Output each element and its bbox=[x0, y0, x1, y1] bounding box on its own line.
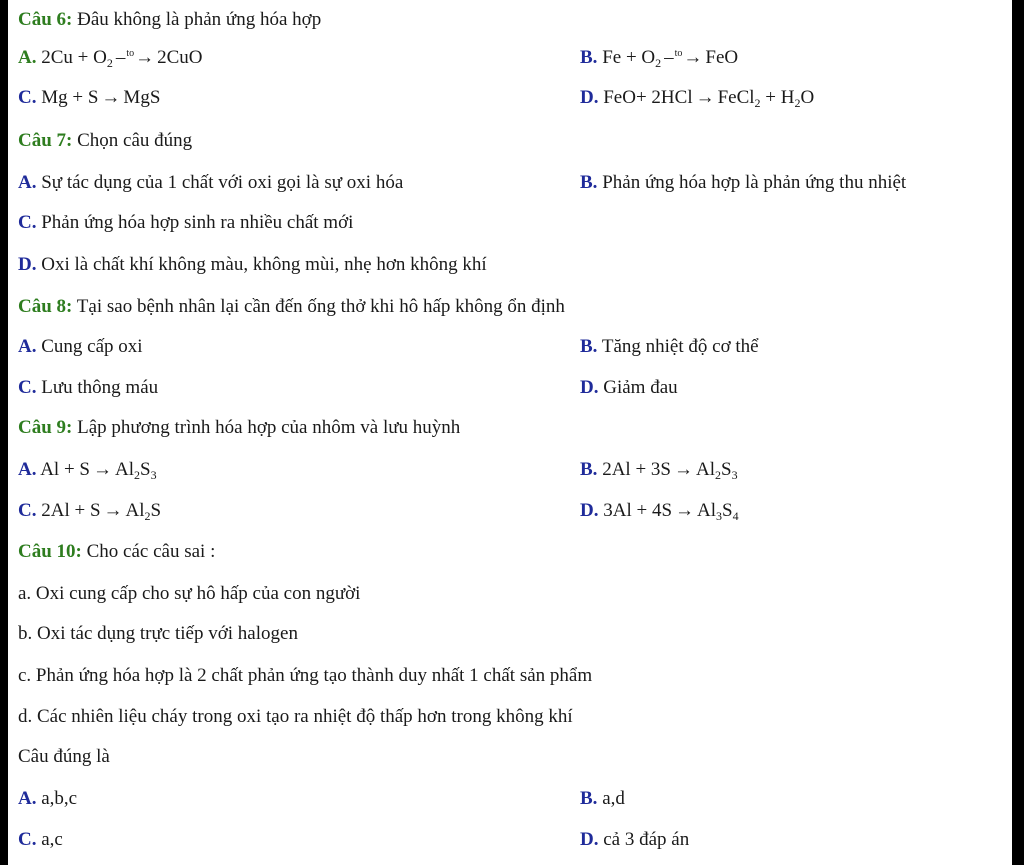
arrow: → bbox=[695, 87, 715, 108]
option-letter: A. bbox=[18, 172, 37, 193]
formula-part: 2Cu + O bbox=[41, 47, 107, 68]
formula-part: FeCl bbox=[717, 87, 755, 108]
option-letter: D. bbox=[18, 254, 37, 275]
subscript: 2 bbox=[133, 468, 140, 482]
subscript: 3 bbox=[716, 509, 723, 523]
q8-option-a[interactable] bbox=[18, 327, 143, 367]
question-7-label: Câu 7: bbox=[18, 130, 73, 151]
arrow: → bbox=[135, 47, 155, 68]
formula-part: MgS bbox=[123, 87, 161, 108]
option-text: Cung cấp oxi bbox=[41, 336, 143, 357]
option-text: Sự tác dụng của 1 chất với oxi gọi là sự oxi hóa bbox=[41, 172, 404, 193]
q7-option-b[interactable] bbox=[580, 163, 906, 203]
formula-part: Al bbox=[697, 500, 717, 521]
formula-part: Mg + S bbox=[41, 87, 99, 108]
formula-part: Al bbox=[695, 459, 715, 480]
formula-part: 2CuO bbox=[157, 47, 203, 68]
option-letter: D. bbox=[580, 87, 599, 108]
question-6-label: Câu 6: bbox=[18, 9, 73, 30]
option-letter: A. bbox=[18, 788, 37, 809]
arrow: → bbox=[92, 459, 112, 480]
question-6-options-cd bbox=[18, 78, 1003, 118]
arrow: → bbox=[683, 47, 703, 68]
question-10-text: Cho các câu sai : bbox=[86, 541, 216, 562]
q6-option-b[interactable]: B. $Fe + O_2$ –$^{to}$→ FeO bbox=[580, 47, 739, 70]
q10-option-c[interactable] bbox=[18, 820, 63, 860]
statement-d: d. Các nhiên liệu cháy trong oxi tạo ra nhiệt độ thấp hơn trong không khí bbox=[18, 706, 573, 727]
option-letter: C. bbox=[18, 500, 37, 521]
formula-part: S bbox=[139, 459, 151, 480]
formula-part: FeO bbox=[705, 47, 739, 68]
option-letter: B. bbox=[580, 336, 598, 357]
formula-part: 2Al + 3S bbox=[602, 459, 671, 480]
option-letter: C. bbox=[18, 377, 37, 398]
option-letter: B. bbox=[580, 47, 598, 68]
formula-part: Al + S bbox=[40, 459, 90, 480]
q7-option-a[interactable] bbox=[18, 163, 403, 203]
arrow: → bbox=[103, 500, 123, 521]
q9-option-a[interactable] bbox=[18, 450, 157, 490]
q8-option-b[interactable] bbox=[580, 327, 759, 367]
option-text: Giảm đau bbox=[603, 377, 678, 398]
question-8-heading bbox=[18, 287, 1003, 327]
option-text: Lưu thông máu bbox=[41, 377, 159, 398]
statement-c: c. Phản ứng hóa hợp là 2 chất phản ứng tạo thành duy nhất 1 chất sản phẩm bbox=[18, 665, 593, 686]
q10-option-b[interactable] bbox=[580, 779, 625, 819]
question-7-heading bbox=[18, 121, 1003, 161]
subscript: 2 bbox=[655, 56, 662, 70]
subscript: 2 bbox=[106, 56, 113, 70]
question-7-option-c-row bbox=[18, 203, 1003, 243]
q7-option-d[interactable] bbox=[18, 245, 487, 285]
option-letter: A. bbox=[18, 459, 37, 480]
statement-a: a. Oxi cung cấp cho sự hô hấp của con người bbox=[18, 583, 361, 604]
question-6-heading bbox=[18, 0, 1003, 40]
option-letter: B. bbox=[580, 172, 598, 193]
question-9-heading bbox=[18, 408, 1003, 448]
question-8-options-ab bbox=[18, 327, 1003, 367]
option-text: Phản ứng hóa hợp là phản ứng thu nhiệt bbox=[602, 172, 907, 193]
formula-part: + H bbox=[760, 87, 795, 108]
option-text: Tăng nhiệt độ cơ thể bbox=[601, 336, 759, 357]
question-8-options-cd bbox=[18, 368, 1003, 408]
option-letter: A. bbox=[18, 336, 37, 357]
option-text: cả 3 đáp án bbox=[603, 829, 690, 850]
question-6-options-ab bbox=[18, 38, 1003, 78]
quiz-page bbox=[8, 0, 1012, 865]
arrow: → bbox=[673, 459, 693, 480]
question-7-options-ab bbox=[18, 163, 1003, 203]
option-text: a,c bbox=[41, 829, 63, 850]
question-9-text: Lập phương trình hóa hợp của nhôm và lưu huỳnh bbox=[77, 417, 461, 438]
question-9-options-ab bbox=[18, 450, 1003, 490]
option-letter: C. bbox=[18, 87, 37, 108]
condition: to bbox=[126, 48, 135, 59]
q6-option-c[interactable] bbox=[18, 78, 160, 118]
question-10-options-ab bbox=[18, 779, 1003, 819]
formula-part: O bbox=[800, 87, 815, 108]
q8-option-c[interactable] bbox=[18, 368, 158, 408]
question-6-text: Đâu không là phản ứng hóa hợp bbox=[77, 9, 322, 30]
subscript: 2 bbox=[144, 509, 151, 523]
option-text: a,d bbox=[602, 788, 625, 809]
q6-option-a[interactable]: A. $2Cu + O_2$ –$^{to}$→ 2CuO bbox=[18, 47, 203, 70]
subscript: 2 bbox=[714, 468, 721, 482]
subscript: 3 bbox=[150, 468, 157, 482]
formula-part: FeO+ 2HCl bbox=[603, 87, 693, 108]
formula-part: 3Al + 4S bbox=[603, 500, 673, 521]
arrow: → bbox=[101, 87, 121, 108]
option-letter: D. bbox=[580, 500, 599, 521]
option-letter: C. bbox=[18, 212, 37, 233]
formula-part: 2Al + S bbox=[41, 500, 101, 521]
formula-part: Fe + O bbox=[602, 47, 656, 68]
question-10-options-cd bbox=[18, 820, 1003, 860]
q10-option-d[interactable] bbox=[580, 820, 689, 860]
option-letter: B. bbox=[580, 788, 598, 809]
condition: to bbox=[674, 48, 683, 59]
q8-option-d[interactable] bbox=[580, 368, 678, 408]
question-9-label: Câu 9: bbox=[18, 417, 73, 438]
statement-b: b. Oxi tác dụng trực tiếp với halogen bbox=[18, 623, 298, 644]
q6-option-d[interactable] bbox=[580, 78, 814, 118]
formula-part: Al bbox=[114, 459, 134, 480]
option-text: Oxi là chất khí không màu, không mùi, nhẹ hơn không khí bbox=[41, 254, 487, 275]
option-text: a,b,c bbox=[41, 788, 78, 809]
question-10-heading bbox=[18, 532, 1003, 572]
q9-option-d[interactable] bbox=[580, 491, 739, 531]
option-letter: D. bbox=[580, 377, 599, 398]
formula-part: S bbox=[150, 500, 162, 521]
q9-option-c[interactable] bbox=[18, 491, 161, 531]
option-letter: D. bbox=[580, 829, 599, 850]
subscript: 2 bbox=[794, 96, 801, 110]
arrow: → bbox=[675, 500, 695, 521]
question-8-text: Tại sao bệnh nhân lại cần đến ống thở khi hô hấp không ổn định bbox=[76, 296, 565, 317]
subscript: 2 bbox=[754, 96, 761, 110]
question-10-label: Câu 10: bbox=[18, 541, 82, 562]
option-letter: B. bbox=[580, 459, 598, 480]
question-9-options-cd bbox=[18, 491, 1003, 531]
option-letter: A. bbox=[18, 47, 37, 68]
formula-part: S bbox=[722, 500, 733, 521]
q7-option-c[interactable] bbox=[18, 203, 353, 243]
question-8-label: Câu 8: bbox=[18, 296, 73, 317]
answer-prompt: Câu đúng là bbox=[18, 746, 110, 767]
q10-option-a[interactable] bbox=[18, 779, 77, 819]
formula-part: S bbox=[720, 459, 732, 480]
option-letter: C. bbox=[18, 829, 37, 850]
question-7-text: Chọn câu đúng bbox=[77, 130, 193, 151]
formula-part: Al bbox=[125, 500, 145, 521]
q9-option-b[interactable] bbox=[580, 450, 738, 490]
subscript: 3 bbox=[731, 468, 738, 482]
question-7-option-d-row bbox=[18, 245, 1003, 285]
subscript: 4 bbox=[732, 509, 739, 523]
option-text: Phản ứng hóa hợp sinh ra nhiều chất mới bbox=[41, 212, 354, 233]
